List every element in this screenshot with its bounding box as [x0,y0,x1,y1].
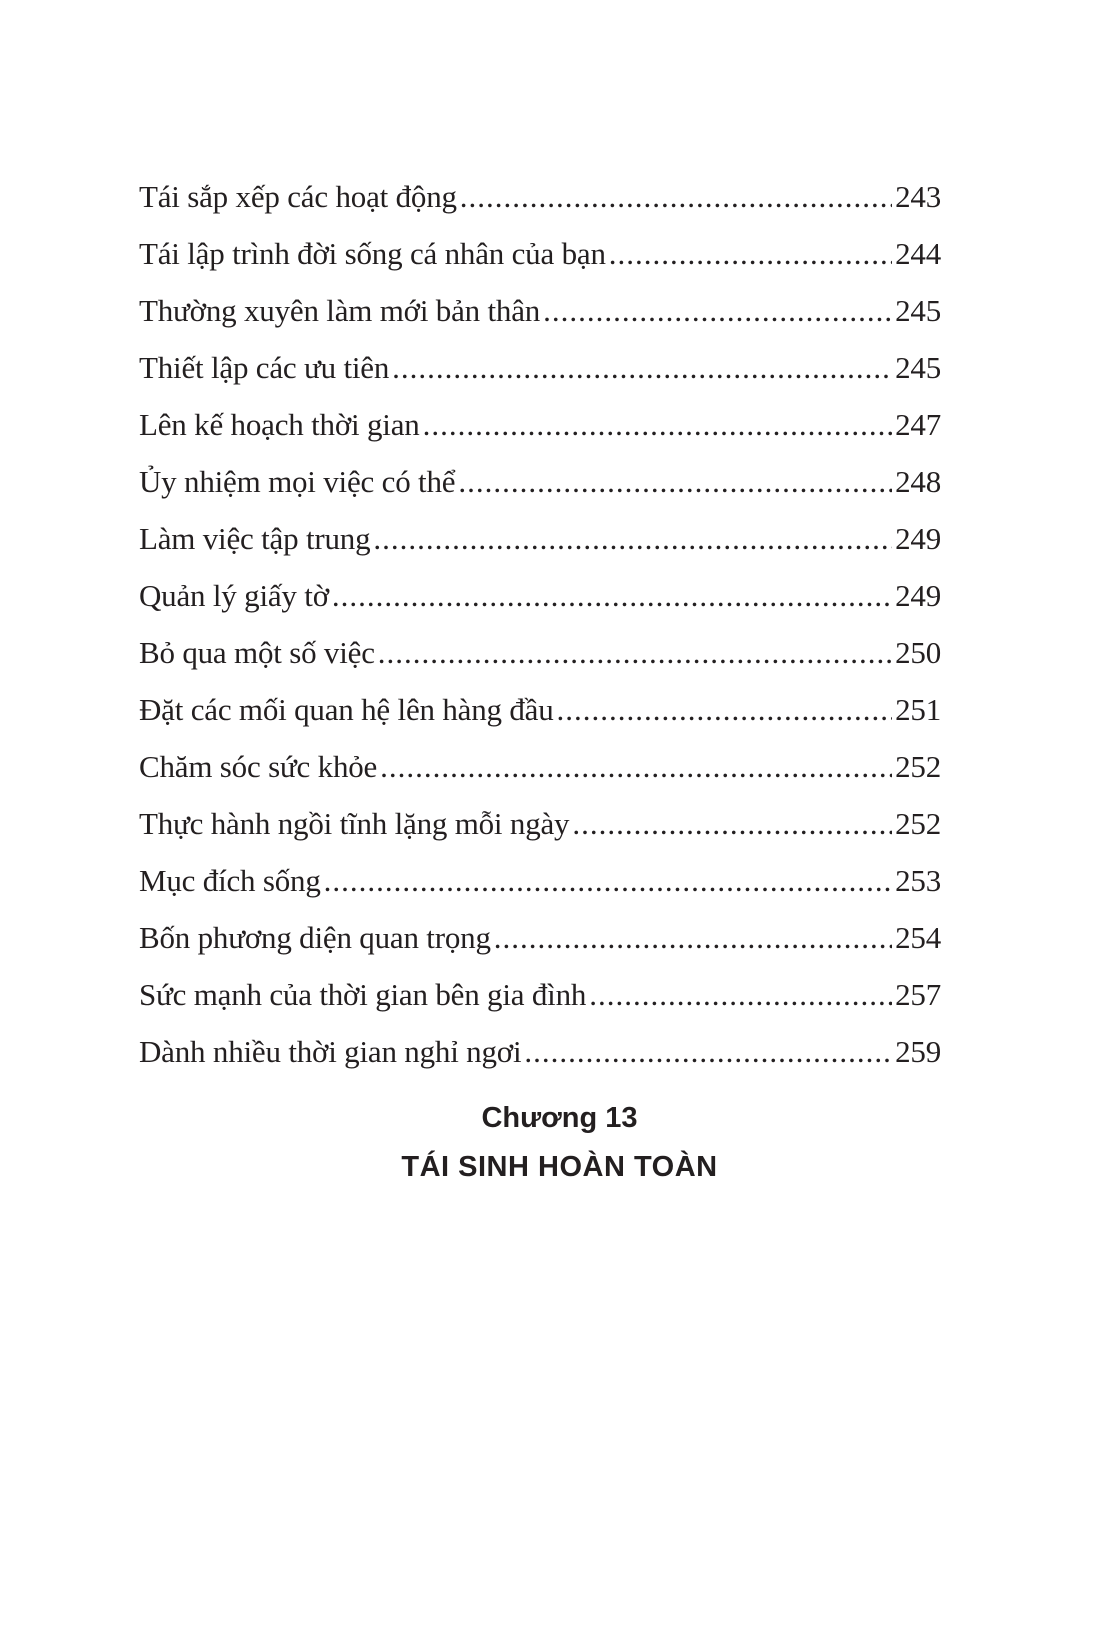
toc-entry [139,624,941,681]
toc-entry [139,339,941,396]
toc-entry-page: 252 [895,749,941,784]
toc-entry-title: Tái lập trình đời sống cá nhân của bạn [139,236,606,271]
toc-entry-title: Bốn phương diện quan trọng [139,920,491,955]
toc-entry-title: Làm việc tập trung [139,521,371,556]
toc-entry [139,567,941,624]
toc-entry [139,396,941,453]
toc-entry-page: 253 [895,863,941,898]
toc-entry-title: Chăm sóc sức khỏe [139,749,378,784]
toc-dot-leader [557,681,893,738]
toc-entry [139,1023,941,1080]
toc-entry-page: 251 [895,692,941,727]
toc-entry-page: 259 [895,1034,941,1069]
toc-dot-leader [609,225,892,282]
toc-entry-page: 248 [895,464,941,499]
toc-dot-leader [378,624,892,681]
toc-entry-page: 252 [895,806,941,841]
chapter-title-heading: TÁI SINH HOÀN TOÀN [401,1151,718,1183]
toc-dot-leader [458,453,892,510]
toc-dot-leader [423,396,893,453]
toc-entry-page: 244 [895,236,941,271]
toc-entry-title: Sức mạnh của thời gian bên gia đình [139,977,587,1012]
toc-entry-title: Lên kế hoạch thời gian [139,407,420,442]
toc-entry-title: Bỏ qua một số việc [139,635,375,670]
toc-entry-title: Dành nhiều thời gian nghỉ ngơi [139,1034,522,1069]
toc-entry-page: 250 [895,635,941,670]
toc-dot-leader [373,510,892,567]
toc-entry-page: 254 [895,920,941,955]
toc-entry-title: Quản lý giấy tờ [139,578,329,613]
toc-entry-page: 245 [895,350,941,385]
table-of-contents [139,168,941,1080]
toc-entry [139,909,941,966]
toc-entry [139,795,941,852]
toc-entry [139,852,941,909]
toc-dot-leader [460,168,892,225]
toc-entry-title: Thường xuyên làm mới bản thân [139,293,541,328]
toc-dot-leader [380,738,892,795]
toc-entry-page: 249 [895,521,941,556]
chapter-number-heading: Chương 13 [481,1102,638,1134]
toc-entry-title: Thực hành ngồi tĩnh lặng mỗi ngày [139,806,570,841]
toc-entry-page: 257 [895,977,941,1012]
toc-entry-title: Thiết lập các ưu tiên [139,350,390,385]
toc-entry [139,738,941,795]
toc-dot-leader [494,909,892,966]
toc-entry [139,225,941,282]
toc-dot-leader [332,567,892,624]
toc-entry [139,681,941,738]
toc-entry-title: Ủy nhiệm mọi việc có thể [139,464,456,499]
toc-entry-page: 243 [895,179,941,214]
toc-entry [139,510,941,567]
toc-entry [139,168,941,225]
toc-entry [139,282,941,339]
toc-dot-leader [589,966,892,1023]
toc-entry-title: Mục đích sống [139,863,321,898]
toc-entry-title: Tái sắp xếp các hoạt động [139,179,457,214]
toc-dot-leader [524,1023,892,1080]
toc-entry-page: 245 [895,293,941,328]
toc-dot-leader [324,852,892,909]
toc-entry-page: 247 [895,407,941,442]
toc-entry-title: Đặt các mối quan hệ lên hàng đầu [139,692,554,727]
toc-entry-page: 249 [895,578,941,613]
toc-dot-leader [392,339,892,396]
toc-entry [139,966,941,1023]
toc-dot-leader [543,282,892,339]
toc-dot-leader [572,795,892,852]
toc-entry [139,453,941,510]
